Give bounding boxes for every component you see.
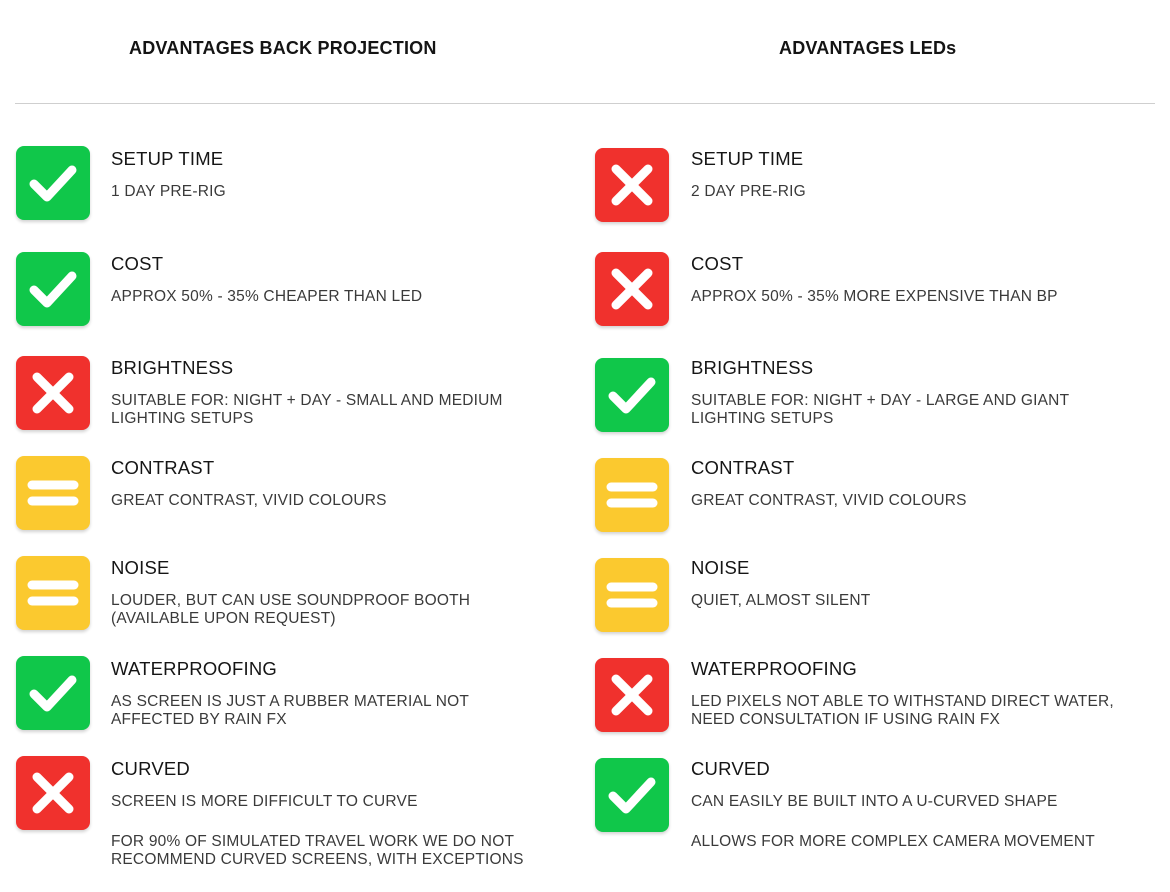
check-icon	[16, 656, 90, 730]
equal-icon	[595, 558, 669, 632]
row-title: COST	[111, 253, 164, 274]
row-title: SETUP TIME	[691, 148, 804, 169]
row-title: CONTRAST	[111, 457, 215, 478]
row-title: BRIGHTNESS	[111, 357, 234, 378]
cross-icon	[595, 148, 669, 222]
row-description: APPROX 50% - 35% CHEAPER THAN LED	[111, 288, 423, 305]
cross-icon	[595, 658, 669, 732]
row-description: LOUDER, BUT CAN USE SOUNDPROOF BOOTH (AVAILABLE UPON REQUEST)	[111, 592, 471, 627]
row-description: GREAT CONTRAST, VIVID COLOURS	[111, 492, 387, 509]
cross-icon	[16, 356, 90, 430]
row-description: GREAT CONTRAST, VIVID COLOURS	[691, 492, 967, 509]
row-title: COST	[691, 253, 744, 274]
header-divider	[15, 103, 1155, 104]
row-title: WATERPROOFING	[111, 658, 278, 679]
row-description: SUITABLE FOR: NIGHT + DAY - SMALL AND MEDIUM LIGHTING SETUPS	[111, 392, 503, 427]
row-title: CURVED	[111, 758, 190, 779]
row-description: 1 DAY PRE-RIG	[111, 183, 226, 200]
equal-icon	[595, 458, 669, 532]
cross-icon	[16, 756, 90, 830]
row-title: CONTRAST	[691, 457, 795, 478]
check-icon	[16, 146, 90, 220]
row-description: SCREEN IS MORE DIFFICULT TO CURVE	[111, 793, 418, 810]
row-description: AS SCREEN IS JUST A RUBBER MATERIAL NOT AFFECTED BY RAIN FX	[111, 693, 470, 728]
row-note: ALLOWS FOR MORE COMPLEX CAMERA MOVEMENT	[691, 833, 1095, 850]
header-back-projection: ADVANTAGES BACK PROJECTION	[129, 38, 437, 58]
row-title: SETUP TIME	[111, 148, 224, 169]
row-description: 2 DAY PRE-RIG	[691, 183, 806, 200]
row-note: FOR 90% OF SIMULATED TRAVEL WORK WE DO NOT RECOMMEND CURVED SCREENS, WITH EXCEPTIONS	[111, 833, 524, 868]
row-description: LED PIXELS NOT ABLE TO WITHSTAND DIRECT WATER, NEED CONSULTATION IF USING RAIN FX	[691, 693, 1114, 728]
cross-icon	[595, 252, 669, 326]
row-title: NOISE	[691, 557, 750, 578]
row-description: SUITABLE FOR: NIGHT + DAY - LARGE AND GIANT LIGHTING SETUPS	[691, 392, 1070, 427]
row-description: CAN EASILY BE BUILT INTO A U-CURVED SHAPE	[691, 793, 1058, 810]
row-title: BRIGHTNESS	[691, 357, 814, 378]
row-title: NOISE	[111, 557, 170, 578]
check-icon	[16, 252, 90, 326]
row-title: CURVED	[691, 758, 770, 779]
check-icon	[595, 758, 669, 832]
equal-icon	[16, 456, 90, 530]
header-leds: ADVANTAGES LEDs	[779, 38, 957, 58]
row-description: QUIET, ALMOST SILENT	[691, 592, 871, 609]
row-description: APPROX 50% - 35% MORE EXPENSIVE THAN BP	[691, 288, 1058, 305]
equal-icon	[16, 556, 90, 630]
row-title: WATERPROOFING	[691, 658, 858, 679]
check-icon	[595, 358, 669, 432]
